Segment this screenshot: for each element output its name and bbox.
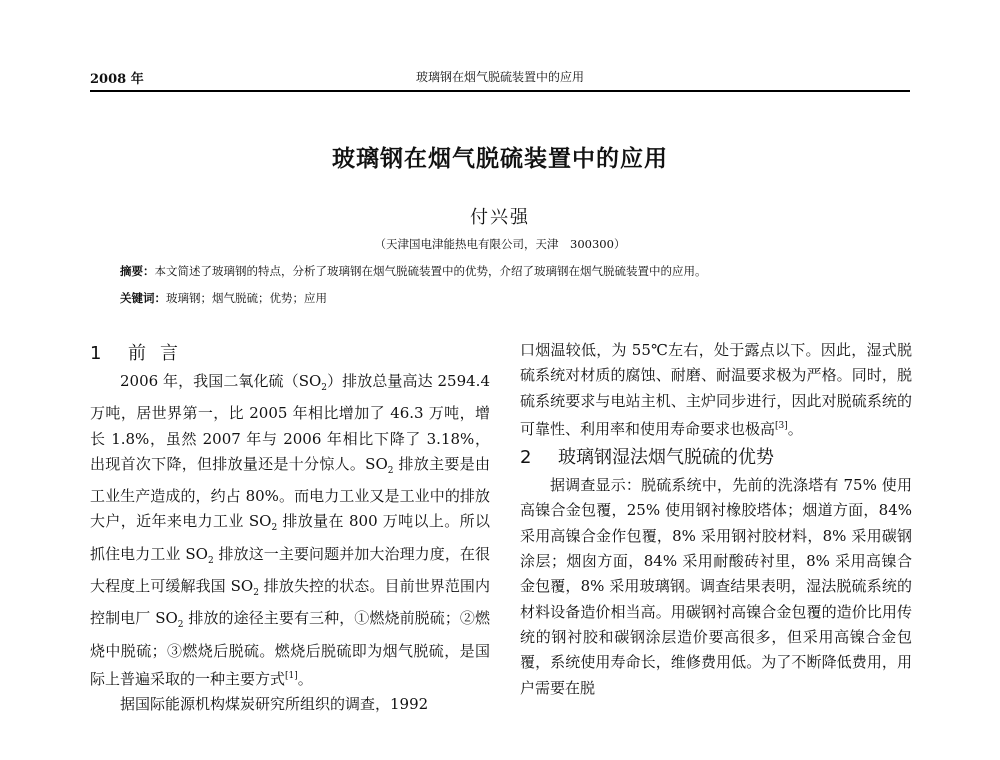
paragraph: 据国际能源机构煤炭研究所组织的调查，1992: [120, 695, 429, 714]
keywords-label: 关键词：: [120, 291, 166, 305]
header-rule: [90, 90, 910, 92]
paragraph: 2006 年，我国二氧化硫$(SO_2)$排放总量高达 2594.4 万吨，居世界第一，比 2005 年相比增加了 46.3 万吨，增长 1.8%，虽然 2007 年与 2006 年相比下降了 3.18%，出现首次下降，但排放量还是十分惊人。$SO_2$ 排放主要是由工业生产造成的，约占 80%。而电力工业又是工业中的排放大户，近年来电力工业 $SO_2$ 排放量在 800 万吨以上。所以抓住电力工业 $SO_2$ 排放这一主要问题并加大治理力度，在很大程度上可缓解我国 $SO_2$ 排放失控的状态。目前世界范围内控制电厂 $SO_2$ 排放的途径主要有三种，①燃烧前脱硫；②燃烧中脱硫；③燃烧后脱硫。燃烧后脱硫即为烟气脱硫，是国际上普遍采取的一种主要方式[1]。: [90, 372, 491, 688]
section-number: 1: [90, 343, 102, 364]
abstract-label: 摘要：: [120, 264, 155, 278]
abstract: [120, 263, 920, 279]
header-running-title: 玻璃钢在烟气脱硫装置中的应用: [415, 70, 584, 84]
abstract-text: 本文简述了玻璃钢的特点，分析了玻璃钢在烟气脱硫装置中的优势，介绍了玻璃钢在烟气脱硫装置中的应用。: [154, 264, 707, 278]
citation: [1]: [285, 670, 298, 681]
section-title: 前言: [128, 343, 192, 364]
article-title: 玻璃钢在烟气脱硫装置中的应用: [332, 146, 668, 172]
section-heading-2: [520, 444, 912, 471]
left-column: [90, 338, 490, 718]
keywords: [120, 290, 920, 306]
section-number: 2: [520, 447, 532, 469]
right-column: [520, 338, 912, 701]
section-title: 玻璃钢湿法烟气脱硫的优势: [558, 447, 774, 469]
keywords-text: 玻璃钢；烟气脱硫；优势；应用: [166, 291, 327, 305]
paragraph: 据调查显示：脱硫系统中，先前的洗涤塔有 75% 使用高镍合金包覆，25% 使用钢衬橡胶塔体；烟道方面，84% 采用高镍合金作包覆，8% 采用钢衬胶材料，8% 采用碳钢涂层；烟囱方面，84% 采用耐酸砖衬里，8% 采用高镍合金包覆，8% 采用玻璃钢。调查结果表明，湿法脱硫系统的材料设备造价相当高。用碳钢衬高镍合金包覆的造价比用传统的钢衬胶和碳钢涂层造价要高很多，但采用高镍合金包覆，系统使用寿命长，维修费用低。为了不断降低费用，用户需要在脱: [520, 476, 912, 697]
header-year: 2008 年: [90, 72, 144, 87]
paragraph: 口烟温较低，为 55℃左右，处于露点以下。因此，湿式脱硫系统对材质的腐蚀、耐磨、耐温要求极为严格。同时，脱硫系统要求与电站主机、主炉同步进行，因此对脱硫系统的可靠性、利用率和使用寿命要求也极高[3]。: [520, 341, 912, 438]
section-heading-1: [90, 340, 490, 367]
author: 付兴强: [470, 207, 530, 228]
citation: [3]: [775, 420, 788, 431]
running-header: [90, 68, 910, 90]
affiliation: （天津国电津能热电有限公司，天津 300300）: [374, 237, 626, 251]
